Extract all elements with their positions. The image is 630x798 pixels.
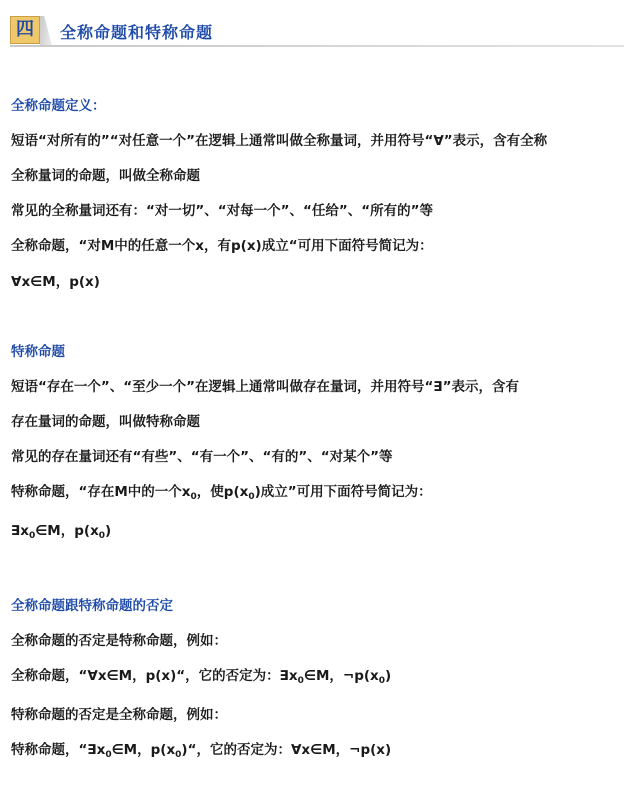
existential-quantifier-examples: 常见的存在量词还有“有些”、“有一个”、“有的”、“对某个”等 [11,449,393,465]
existential-negation-rule: 特称命题的否定是全称命题，例如： [11,707,227,723]
section-number-badge: 四 [10,16,40,44]
universal-formula: ∀x∈M，p(x) [11,274,100,290]
universal-definition-line-2: 全称量词的命题，叫做全称命题 [11,168,200,184]
negation-heading: 全称命题跟特称命题的否定 [11,598,173,614]
universal-negation-example: 全称命题，“∀x∈M，p(x)“，它的否定为：$\exists x_0\in M$，$\neg p(x_0)$ [11,668,392,686]
existential-negation-example: 特称命题，“$\exists x_0\in M$，$p(x_0)“$，它的否定为：∀x∈M，¬p(x) [11,742,392,760]
section-title: 全称命题和特称命题 [60,23,214,42]
header-divider [10,45,624,47]
universal-definition-line: 短语“对所有的”“对任意一个”在逻辑上通常叫做全称量词，并用符号“∀”表示，含有全称 [11,133,548,149]
header-slant-decoration [40,16,52,46]
existential-notation-intro: 特称命题，“存在M中的一个$x_0$，使$p(x_0)$成立”可用下面符号简记为： [11,484,432,502]
universal-quantifier-examples: 常见的全称量词还有：“对一切”、“对每一个”、“任给”、“所有的”等 [11,203,433,219]
section-header [10,16,624,48]
existential-definition-line: 短语“存在一个”、“至少一个”在逻辑上通常叫做存在量词，并用符号“∃”表示，含有 [11,379,519,395]
existential-formula: $\exists x_0\in M$，$p(x_0)$ [11,523,112,541]
existential-definition-line-2: 存在量词的命题，叫做特称命题 [11,414,200,430]
universal-negation-rule: 全称命题的否定是特称命题，例如： [11,633,227,649]
universal-proposition-heading: 全称命题定义： [11,98,106,114]
universal-notation-intro: 全称命题，“对M中的任意一个x，有p(x)成立“可用下面符号简记为： [11,238,433,254]
existential-proposition-heading: 特称命题 [11,344,65,360]
